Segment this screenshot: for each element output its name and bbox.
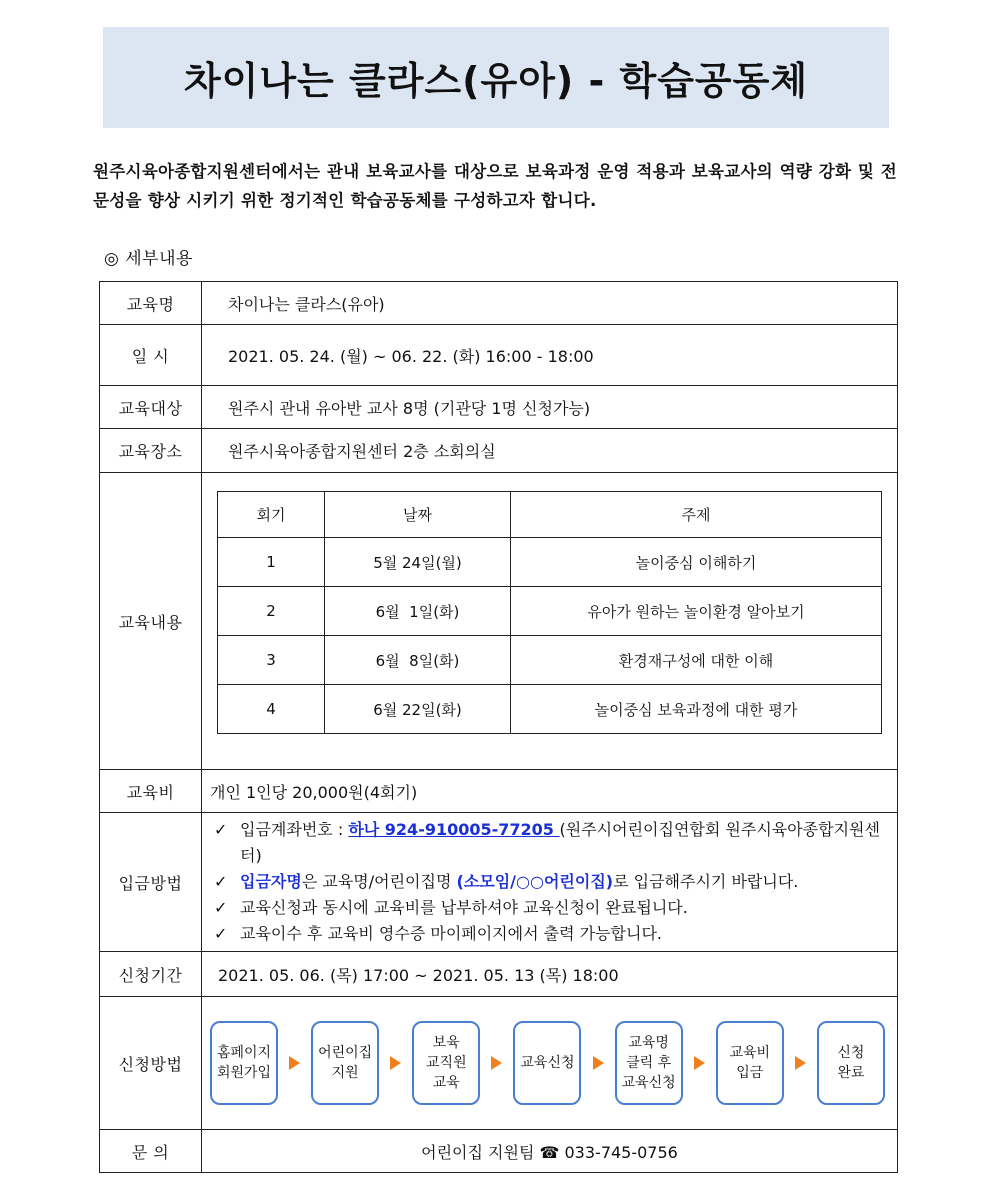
session-no: 4 (218, 685, 325, 734)
value-contact: 어린이집 지원팀 ☎ 033-745-0756 (202, 1130, 898, 1173)
value-target: 원주시 관내 유아반 교사 8명 (기관당 1명 신청가능) (202, 386, 898, 429)
row-name (100, 282, 898, 325)
arrow-right-icon (491, 1056, 502, 1070)
label-fee: 교육비 (100, 770, 202, 813)
session-topic: 놀이중심 보육과정에 대한 평가 (511, 685, 882, 734)
value-place: 원주시육아종합지원센터 2층 소회의실 (202, 429, 898, 473)
arrow-right-icon (593, 1056, 604, 1070)
schedule-header: 주제 (511, 492, 882, 538)
step-pay-fee: 교육비 입금 (716, 1021, 784, 1105)
session-no: 3 (218, 636, 325, 685)
payment-item (214, 869, 889, 895)
step-staff-education: 보육 교직원 교육 (412, 1021, 480, 1105)
step-daycare-support: 어린이집 지원 (311, 1021, 379, 1105)
row-payment (100, 813, 898, 952)
schedule-header: 날짜 (325, 492, 511, 538)
section-heading: ◎ 세부내용 (104, 249, 193, 269)
schedule-row (218, 587, 882, 636)
session-date: 6월 8일(화) (325, 636, 511, 685)
value-period: 2021. 05. 06. (목) 17:00 ~ 2021. 05. 13 (목) 18:00 (202, 952, 898, 997)
schedule-row (218, 538, 882, 587)
details-table (99, 281, 898, 1173)
label-place: 교육장소 (100, 429, 202, 473)
row-fee (100, 770, 898, 813)
row-contact (100, 1130, 898, 1173)
arrow-right-icon (390, 1056, 401, 1070)
label-date: 일 시 (100, 325, 202, 386)
session-no: 1 (218, 538, 325, 587)
payment-list (202, 813, 897, 951)
step-click-course: 교육명 클릭 후 교육신청 (615, 1021, 683, 1105)
arrow-right-icon (289, 1056, 300, 1070)
check-icon: ✓ (214, 924, 228, 943)
title-banner (103, 27, 889, 128)
row-content (100, 473, 898, 770)
account-label: 입금계좌번호 : (240, 820, 349, 839)
content-cell (202, 473, 898, 770)
schedule-header-row (218, 492, 882, 538)
label-payment: 입금방법 (100, 813, 202, 952)
row-target (100, 386, 898, 429)
row-date (100, 325, 898, 386)
check-icon: ✓ (214, 898, 228, 917)
account-holder: (원주시어린이집연합회 원주시육아종합지원센터) (240, 820, 880, 865)
session-date: 6월 22일(화) (325, 685, 511, 734)
payment-item (214, 817, 889, 869)
step-complete: 신청 완료 (817, 1021, 885, 1105)
depositor-text: 은 교육명/어린이집명 (301, 872, 457, 891)
schedule-row (218, 636, 882, 685)
row-period (100, 952, 898, 997)
session-no: 2 (218, 587, 325, 636)
check-icon: ✓ (214, 820, 228, 839)
label-method: 신청방법 (100, 997, 202, 1130)
check-icon: ✓ (214, 872, 228, 891)
page-title: 차이나는 클라스(유아) - 학습공동체 (183, 59, 809, 103)
account-number: 하나 924-910005-77205 (348, 820, 560, 839)
label-period: 신청기간 (100, 952, 202, 997)
method-cell (202, 997, 898, 1130)
depositor-suffix: 로 입금해주시기 바랍니다. (613, 872, 799, 891)
application-steps (202, 1021, 897, 1105)
label-contact: 문 의 (100, 1130, 202, 1173)
schedule-header: 회기 (218, 492, 325, 538)
value-date: 2021. 05. 24. (월) ~ 06. 22. (화) 16:00 - 18:00 (202, 325, 898, 386)
label-name: 교육명 (100, 282, 202, 325)
payment-item (214, 895, 889, 921)
session-date: 5월 24일(월) (325, 538, 511, 587)
row-method (100, 997, 898, 1130)
receipt-note: 교육이수 후 교육비 영수증 마이페이지에서 출력 가능합니다. (240, 924, 663, 943)
session-date: 6월 1일(화) (325, 587, 511, 636)
depositor-name-label: 입금자명 (240, 872, 302, 891)
label-target: 교육대상 (100, 386, 202, 429)
arrow-right-icon (694, 1056, 705, 1070)
intro-paragraph: 원주시육아종합지원센터에서는 관내 보육교사를 대상으로 보육과정 운영 적용과 보육교사의 역량 강화 및 전문성을 향상 시키기 위한 정기적인 학습공동체를 구성하고자 합니다. (93, 162, 897, 210)
session-topic: 환경재구성에 대한 이해 (511, 636, 882, 685)
payment-note: 교육신청과 동시에 교육비를 납부하셔야 교육신청이 완료됩니다. (240, 898, 688, 917)
schedule-row (218, 685, 882, 734)
arrow-right-icon (795, 1056, 806, 1070)
value-fee: 개인 1인당 20,000원(4회기) (202, 770, 898, 813)
schedule-table (217, 491, 882, 734)
step-signup: 홈페이지 회원가입 (210, 1021, 278, 1105)
value-name: 차이나는 클라스(유아) (202, 282, 898, 325)
payment-cell (202, 813, 898, 952)
session-topic: 유아가 원하는 놀이환경 알아보기 (511, 587, 882, 636)
depositor-example: (소모임/○○어린이집) (456, 872, 614, 891)
step-apply: 교육신청 (513, 1021, 581, 1105)
payment-item (214, 921, 889, 947)
session-topic: 놀이중심 이해하기 (511, 538, 882, 587)
label-content: 교육내용 (100, 473, 202, 770)
row-place (100, 429, 898, 473)
